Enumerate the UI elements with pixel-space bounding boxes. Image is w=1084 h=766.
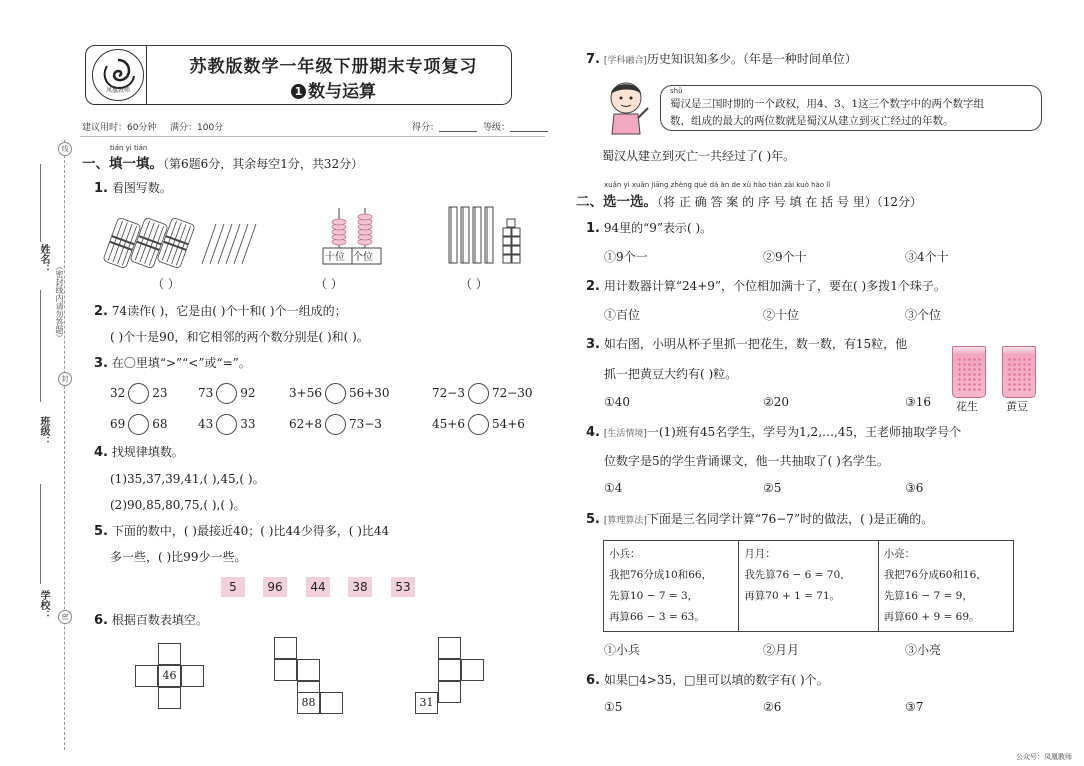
side-class-line: [40, 484, 41, 584]
page-subtitle: [156, 77, 511, 102]
compare-1d: 72−3 72−30: [432, 383, 533, 404]
option-a[interactable]: ①百位: [604, 308, 641, 322]
bubble-line2: 数，组成的最大的两位数就是蜀汉从建立到灭亡经过的年数。: [670, 115, 954, 127]
cup-label-peanut: 花生: [956, 400, 978, 413]
p1-q3-num: 3.: [94, 356, 108, 371]
side-name-line-2: [40, 290, 41, 402]
compare-circle[interactable]: [128, 383, 149, 404]
p1-q2-text1[interactable]: 74读作( )，它是由( )个十和( )个一组成的；: [111, 304, 347, 318]
compare-circle[interactable]: [216, 383, 237, 404]
peanut-cup-icon: [952, 346, 986, 398]
abacus-ten-label: 十位: [325, 252, 345, 263]
hundred-grid-cell[interactable]: [438, 659, 461, 681]
compare-2c: 62+8 73−3: [289, 414, 382, 435]
p2-q1-text[interactable]: 94里的“9”表示( )。: [603, 221, 713, 235]
hundred-grid-cell[interactable]: [320, 692, 343, 714]
option-b[interactable]: ②5: [763, 481, 782, 495]
seal-mark-2: 封: [58, 372, 72, 386]
compare-circle[interactable]: [325, 414, 346, 435]
compare-1a: 32 23: [110, 383, 168, 404]
option-c[interactable]: ③4个十: [905, 250, 949, 264]
p2-q3-line2[interactable]: 抓一把黄豆大约有( )粒。: [604, 367, 738, 381]
q7-tag: [学科融合]: [603, 56, 647, 66]
page-title: 苏教版数学一年级下册期末专项复习: [189, 57, 478, 77]
p2-q3: 3. 如右图，小明从杯子里抓一把花生，数一数，有15粒，他: [586, 337, 908, 352]
header-rule: [80, 136, 545, 137]
p2-q4-tag: [生活情境]: [603, 429, 647, 439]
option-a[interactable]: ①5: [604, 700, 623, 714]
blocks-figure: [445, 205, 530, 265]
suggested-time: 建议用时：60分钟: [82, 123, 157, 133]
p1-q1-blank1[interactable]: （ ）: [152, 277, 180, 291]
p1-q4-num: 4.: [94, 445, 108, 460]
publisher-logo: [92, 49, 144, 101]
q7-pinyin: shǔ: [670, 87, 683, 95]
compare-2b: 43 33: [198, 414, 256, 435]
p2-q4-line2[interactable]: 位数字是5的学生背诵课文，他一共抽取了( )名学生。: [604, 454, 889, 468]
part1-pinyin: tián yi tián: [110, 144, 148, 152]
seal-line: [64, 140, 65, 750]
unit-title: 数与运算: [308, 82, 376, 102]
part2-note: （将 正 确 答 案 的 序 号 填 在 括 号 里）（12分）: [657, 195, 923, 209]
number-card: 53: [391, 577, 415, 597]
p1-q2-line1: [94, 302, 347, 319]
option-c[interactable]: ③小亮: [905, 643, 942, 657]
footer-credit: 公众号：凤凰教师: [1016, 753, 1072, 761]
compare-1c: 3+56 56+30: [289, 383, 390, 404]
option-c[interactable]: ③个位: [905, 308, 942, 322]
option-c[interactable]: ③16: [905, 395, 932, 409]
method-xiaoliang: 小亮： 我把76分成60和16， 先算16 − 7 = 9， 再算60 + 9 = 69。: [878, 541, 1013, 632]
p1-q3: [94, 354, 251, 371]
compare-circle[interactable]: [128, 414, 149, 435]
hundred-grid-cell-given: 46: [158, 665, 181, 687]
option-a[interactable]: ①4: [604, 481, 623, 495]
number-card: 5: [221, 577, 245, 597]
part2-title: 二、选一选。: [576, 194, 657, 210]
q7-num: 7.: [586, 52, 600, 67]
abacus-one-label: 个位: [353, 252, 373, 263]
hundred-grid-cell[interactable]: [158, 643, 181, 665]
grade-field[interactable]: [483, 120, 548, 133]
seal-mark-3: 密: [58, 610, 72, 624]
score-label: 得分：: [412, 123, 440, 133]
logo-text: 凤凰教师: [105, 87, 130, 94]
hundred-grid-cell[interactable]: [438, 681, 461, 703]
compare-circle[interactable]: [325, 383, 346, 404]
hundred-grid-cell-given: 88: [297, 692, 320, 714]
compare-2d: 45+6 54+6: [432, 414, 525, 435]
grade-blank[interactable]: [510, 122, 548, 132]
title-box: [85, 45, 512, 105]
seal-mark-1: 线: [58, 142, 72, 156]
option-b[interactable]: ②6: [763, 700, 782, 714]
p2-q6: 6. 如果□4>35，□里可以填的数字有( )个。: [586, 673, 829, 688]
p1-q6-num: 6.: [94, 613, 108, 628]
unit-number-badge: 1: [291, 84, 306, 99]
p1-q1: [94, 179, 172, 196]
hundred-grid-cell[interactable]: [274, 659, 297, 681]
p1-q4-text: 找规律填数。: [111, 445, 184, 459]
p1-q2-line2[interactable]: ( )个十是90，和它相邻的两个数分别是( )和( )。: [110, 330, 369, 344]
full-score: 满分：100分: [170, 123, 224, 133]
compare-circle[interactable]: [468, 383, 489, 404]
hundred-grid-cell[interactable]: [438, 637, 461, 659]
p1-q6-text: 根据百数表填空。: [111, 613, 208, 627]
p2-q4: 4. [生活情境]一(1)班有45名学生，学号为1,2,…,45，王老师抽取学号个: [586, 425, 962, 440]
score-blank[interactable]: [439, 122, 477, 132]
side-name-label: 姓名：: [38, 244, 49, 274]
p2-q3-line1: 如右图，小明从杯子里抓一把花生，数一数，有15粒，他: [603, 337, 908, 351]
q7-answer[interactable]: 蜀汉从建立到灭亡一共经过了( )年。: [602, 149, 796, 163]
methods-table: [603, 540, 1014, 632]
p1-q3-text: 在〇里填“>”“<”或“=”。: [111, 356, 251, 370]
score-field[interactable]: [412, 120, 477, 133]
p2-q6-text[interactable]: 如果□4>35，□里可以填的数字有( )个。: [603, 673, 829, 687]
side-name-line: [40, 164, 41, 242]
p1-q5-line2[interactable]: 多一些，( )比99少一些。: [110, 550, 247, 564]
option-c[interactable]: ③6: [905, 481, 924, 495]
child-figure-icon: [600, 78, 652, 140]
compare-1b: 73 92: [198, 383, 256, 404]
part1-title: 一、填一填。: [82, 156, 163, 172]
hundred-grid-cell[interactable]: [181, 665, 204, 687]
p1-q4-line2[interactable]: (2)90,85,80,75,( ),( )。: [110, 498, 246, 512]
hundred-grid-cell-given: 31: [415, 692, 438, 714]
option-a[interactable]: ①40: [604, 395, 631, 409]
p1-q4: [94, 443, 184, 460]
p1-q5-num: 5.: [94, 524, 108, 539]
p1-q5-line1: [94, 522, 389, 539]
q7-heading: [586, 50, 857, 67]
sticks-bundles-figure: [102, 218, 262, 268]
option-b[interactable]: ②9个十: [763, 250, 807, 264]
hundred-grid-cell[interactable]: [135, 665, 158, 687]
compare-circle[interactable]: [216, 414, 237, 435]
p2-q5: 5. [算理算法]下面是三名同学计算“76−7”时的做法，( )是正确的。: [586, 512, 934, 527]
option-a[interactable]: ①小兵: [604, 643, 641, 657]
hundred-grid-cell[interactable]: [274, 637, 297, 659]
part2-heading: [576, 190, 922, 210]
hundred-grid-cell[interactable]: [461, 659, 484, 681]
part1-heading: [82, 152, 363, 172]
method-xiaobing: 小兵： 我把76分成10和66， 先算10 − 7 = 3， 再算66 − 3 = 63。: [604, 541, 739, 632]
option-b[interactable]: ②20: [763, 395, 790, 409]
option-a[interactable]: ①9个一: [604, 250, 648, 264]
p1-q6: [94, 611, 208, 628]
p1-q1-text: 看图写数。: [111, 181, 172, 195]
part1-note: （第6题6分，其余每空1分，共32分）: [163, 157, 364, 171]
p1-q5-text1[interactable]: 下面的数中，( )最接近40；( )比44少得多，( )比44: [111, 524, 390, 538]
header-divider: [146, 46, 147, 104]
bubble-line1: 蜀汉是三国时期的一个政权，用4、3、1这三个数字中的两个数字组: [670, 98, 985, 110]
p2-q2: 2. 用计数器计算“24+9”，个位相加满十了，要在( )多拨1个珠子。: [586, 279, 946, 294]
compare-circle[interactable]: [468, 414, 489, 435]
p1-q1-num: 1.: [94, 181, 108, 196]
p2-q5-text[interactable]: 下面是三名同学计算“76−7”时的做法，( )是正确的。: [646, 512, 934, 526]
number-card: 38: [348, 577, 372, 597]
hundred-grid-cell[interactable]: [297, 659, 320, 681]
number-card: 96: [263, 577, 287, 597]
p2-q2-text[interactable]: 用计数器计算“24+9”，个位相加满十了，要在( )多拨1个珠子。: [603, 279, 946, 293]
p1-q4-line1[interactable]: (1)35,37,39,41,( ),45,( )。: [110, 472, 265, 486]
p2-q5-tag: [算理算法]: [603, 516, 647, 526]
p1-q1-blank2[interactable]: （ ）: [315, 277, 343, 291]
method-yueyue: 月月： 我先算76 − 6 = 70， 再算70 + 1 = 71。: [739, 541, 878, 632]
q7-text: 历史知识知多少。（年是一种时间单位）: [646, 52, 857, 66]
compare-2a: 69 68: [110, 414, 168, 435]
hundred-grid-cell[interactable]: [158, 687, 181, 709]
p1-q2-num: 2.: [94, 304, 108, 319]
p2-q1: 1. 94里的“9”表示( )。: [586, 221, 713, 236]
option-b[interactable]: ②十位: [763, 308, 800, 322]
soybean-cup-icon: [1002, 346, 1036, 398]
part2-pinyin: xuǎn yi xuǎn jiāng zhèng què dá àn de xù hào tián zài kuò hào lǐ: [604, 181, 831, 189]
p2-q4-line1: 一(1)班有45名学生，学号为1,2,…,45，王老师抽取学号个: [646, 425, 962, 439]
grade-label: 等级：: [483, 123, 511, 133]
p1-q1-blank3[interactable]: （ ）: [460, 277, 488, 291]
seal-note: （密封线内请勿答题）: [55, 262, 64, 342]
side-class-label: 班级：: [38, 416, 49, 446]
option-b[interactable]: ②月月: [763, 643, 800, 657]
cup-label-soybean: 黄豆: [1006, 400, 1028, 413]
side-school-label: 学校：: [38, 590, 49, 620]
number-card: 44: [306, 577, 330, 597]
option-c[interactable]: ③7: [905, 700, 924, 714]
